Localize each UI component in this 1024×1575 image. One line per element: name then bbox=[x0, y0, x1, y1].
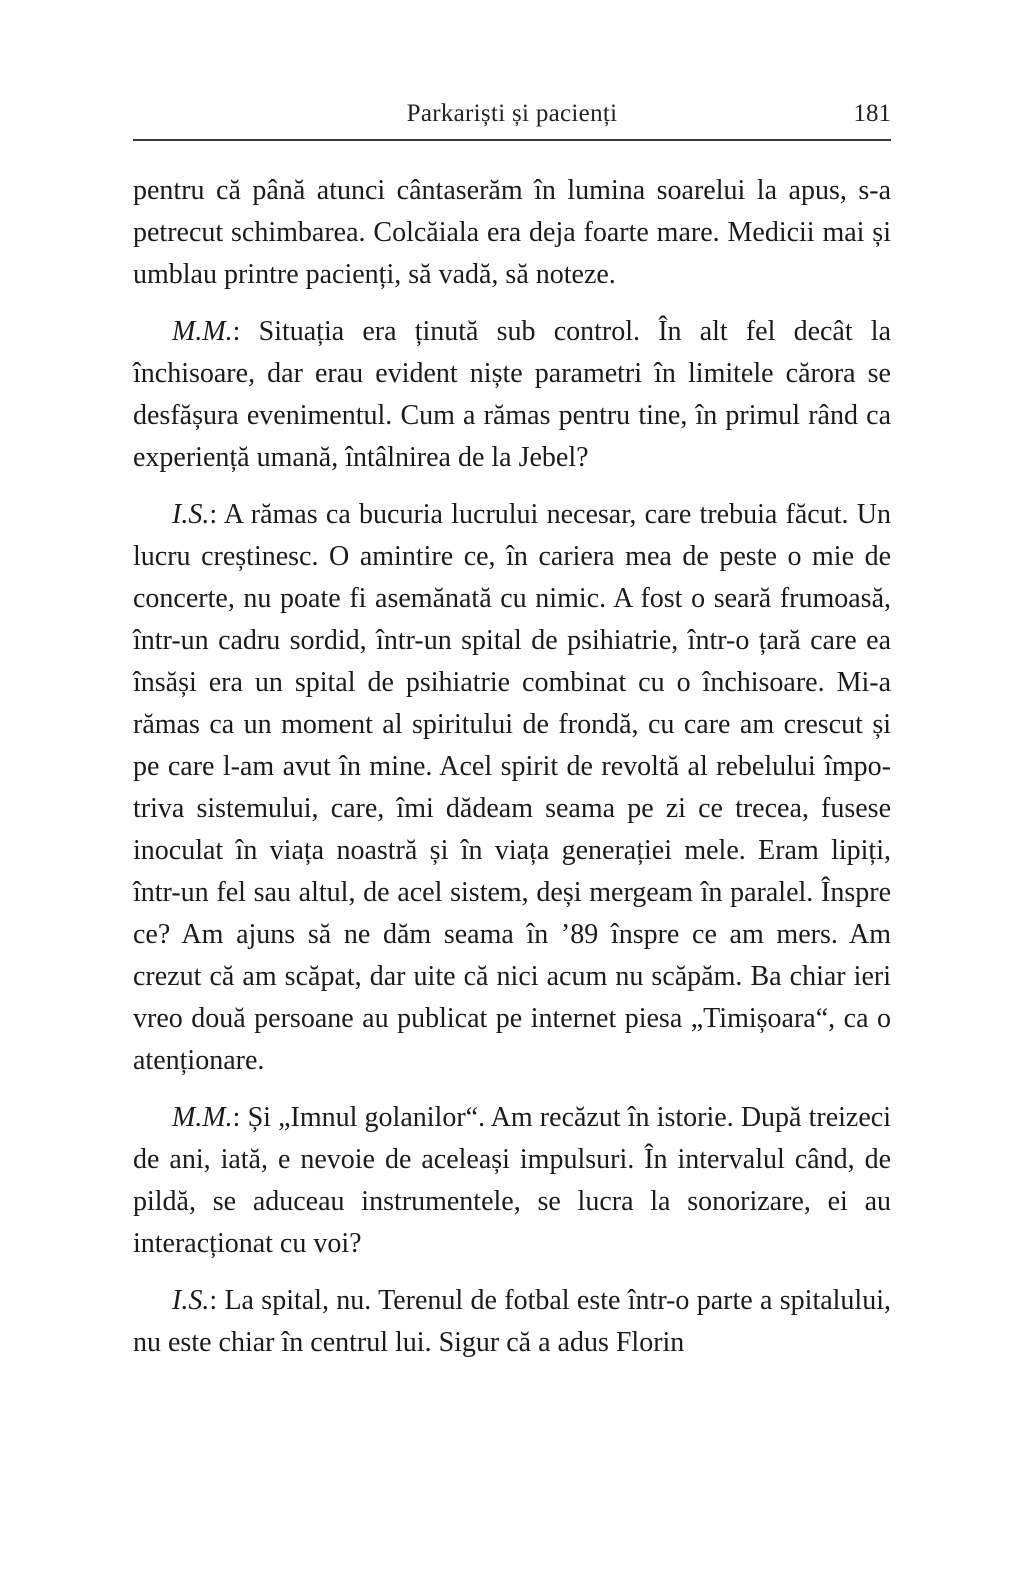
paragraph-3-text: A rămas ca bucuria lucrului necesar, care trebuia făcut. Un lucru creștinesc. O amintire ce, în cariera mea de peste o mie de concerte, nu poate fi asemănată cu nimic. A fost o seară frumoasă, într-un cadru sordid, într-un spital de psihiatrie, într-o țară care ea însăși era un spital de psihiatrie combinat cu o închisoare. Mi-a rămas ca un moment al spiritului de frondă, cu care am crescut și pe care l-am avut în mine. Acel spirit de revoltă al rebelului împotriva sistemului, care, îmi dădeam seama pe zi ce trecea, fusese inoculat în viața noastră și în viața generației mele. Eram lipiți, într-un fel sau altul, de acel sistem, deși mergeam în paralel. Înspre ce? Am ajuns să ne dăm seama în ’89 înspre ce am mers. Am crezut că am scăpat, dar uite că nici acum nu scăpăm. Ba chiar ieri vreo două persoane au publicat pe internet piesa „Timișoara“, ca o atenționare. bbox=[133, 499, 891, 1076]
paragraph-1 bbox=[133, 170, 891, 296]
speaker-label: I.S. bbox=[172, 1285, 210, 1316]
paragraph-5-text: La spital, nu. Terenul de fotbal este într-o parte a spitalului, nu este chiar în centrul lui. Sigur că a adus Florin bbox=[133, 1285, 891, 1358]
speaker-colon: : bbox=[232, 1102, 248, 1133]
paragraph-3 bbox=[133, 494, 891, 1082]
paragraph-4-text: Și „Imnul golanilor“. Am recăzut în istorie. După treizeci de ani, iată, e nevoie de aceleași impulsuri. În intervalul când, de pildă, se aduceau instrumentele, se lucra la sonorizare, ei au interacționat cu voi? bbox=[133, 1102, 891, 1259]
paragraph-2 bbox=[133, 311, 891, 479]
page-header bbox=[133, 0, 891, 145]
body-text bbox=[133, 170, 891, 1364]
speaker-colon: : bbox=[209, 1285, 225, 1316]
paragraph-4 bbox=[133, 1097, 891, 1265]
speaker-colon: : bbox=[232, 316, 259, 347]
speaker-label: I.S. bbox=[172, 499, 210, 530]
running-header-title: Parkariști și pacienți bbox=[406, 100, 618, 127]
paragraph-1-text: pentru că până atunci cântaserăm în lumina soarelui la apus, s-a petrecut schimbarea. Colcăiala era deja foarte mare. Medicii mai și umblau printre pacienți, să vadă, să noteze. bbox=[133, 175, 891, 290]
speaker-label: M.M. bbox=[172, 1102, 233, 1133]
paragraph-2-text: Situația era ținută sub control. În alt fel decât la închisoare, dar erau evident niște parametri în limitele cărora se desfășura evenimentul. Cum a rămas pentru tine, în primul rând ca experiență umană, întâlnirea de la Jebel? bbox=[133, 316, 892, 473]
paragraph-5 bbox=[133, 1280, 891, 1364]
header-rule bbox=[133, 139, 891, 141]
page-number: 181 bbox=[853, 100, 891, 127]
speaker-colon: : bbox=[209, 499, 224, 530]
speaker-label: M.M. bbox=[172, 316, 233, 347]
